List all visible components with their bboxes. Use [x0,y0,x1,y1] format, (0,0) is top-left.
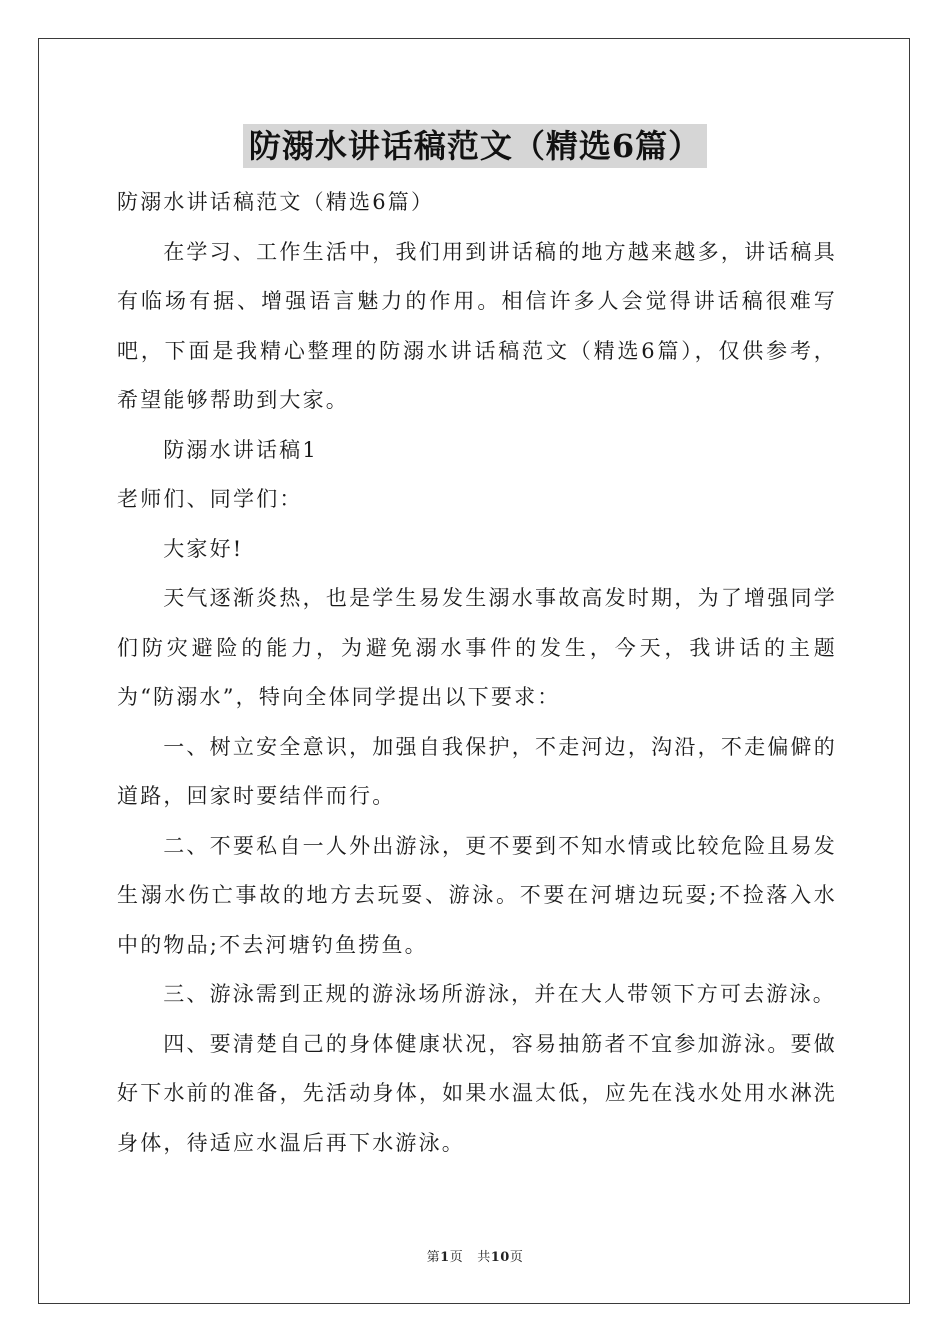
page-prefix: 第 [426,1250,441,1265]
page-footer [0,1246,950,1265]
title-container [0,124,950,168]
page-suffix: 页 [449,1250,464,1265]
page-total: 10 [490,1250,510,1265]
total-suffix: 页 [509,1250,524,1265]
body-paragraph: 天气逐渐炎热，也是学生易发生溺水事故高发时期，为了增强同学们防灾避险的能力，为避免溺水事件的发生，今天，我讲话的主题为“防溺水”，特向全体同学提出以下要求： [117,586,837,709]
document-body [117,178,837,1168]
salutation: 老师们、同学们： [117,487,303,511]
subtitle-paragraph: 防溺水讲话稿范文（精选6篇） [117,190,435,214]
rule-paragraph-3: 三、游泳需到正规的游泳场所游泳，并在大人带领下方可去游泳。 [163,982,836,1006]
section-heading: 防溺水讲话稿1 [163,437,318,462]
rule-paragraph-2: 二、不要私自一人外出游泳，更不要到不知水情或比较危险且易发生溺水伤亡事故的地方去玩耍、游泳。不要在河塘边玩耍;不捡落入水中的物品;不去河塘钓鱼捞鱼。 [117,833,837,957]
document-title: 防溺水讲话稿范文（精选6篇） [243,124,707,168]
intro-paragraph: 在学习、工作生活中，我们用到讲话稿的地方越来越多，讲话稿具有临场有据、增强语言魅力的作用。相信许多人会觉得讲话稿很难写吧，下面是我精心整理的防溺水讲话稿范文（精选6篇），仅供参考，希望能够帮助到大家。 [117,239,837,412]
total-prefix: 共 [477,1250,491,1265]
rule-paragraph-1: 一、树立安全意识，加强自我保护，不走河边，沟沿，不走偏僻的道路，回家时要结伴而行。 [117,734,837,808]
page-current: 1 [440,1250,450,1265]
greeting: 大家好! [163,536,244,561]
rule-paragraph-4: 四、要清楚自己的身体健康状况，容易抽筋者不宜参加游泳。要做好下水前的准备，先活动身体，如果水温太低，应先在浅水处用水淋洗身体，待适应水温后再下水游泳。 [117,1031,837,1155]
